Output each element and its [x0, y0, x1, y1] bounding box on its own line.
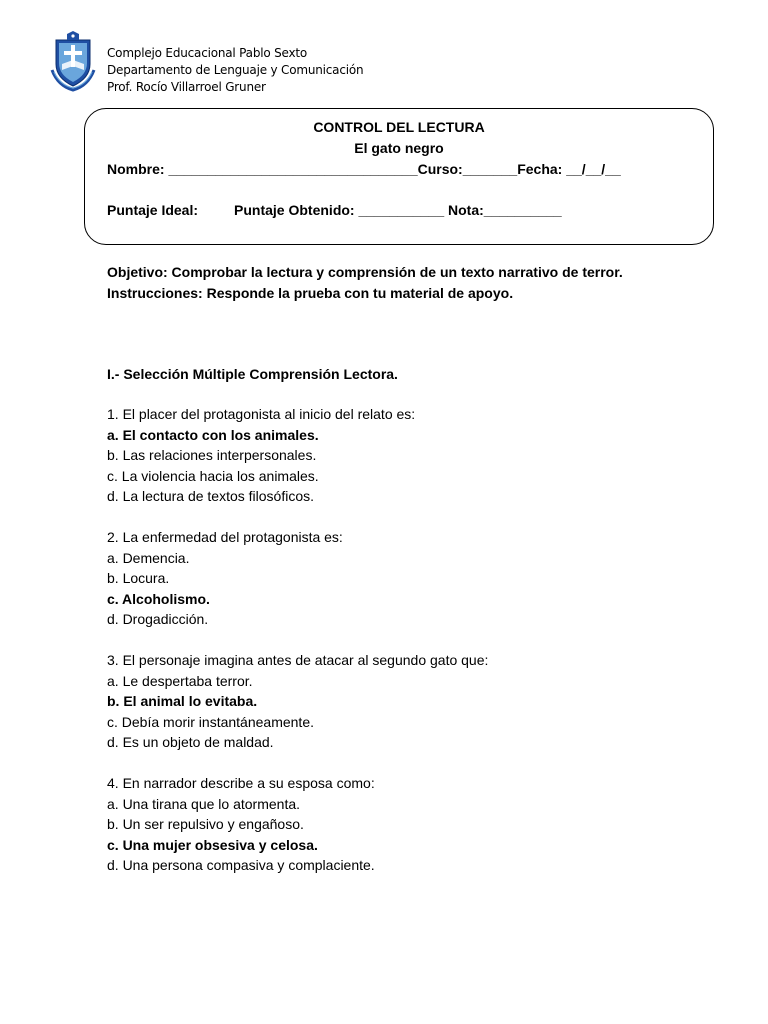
- obtained-score-and-grade: Puntaje Obtenido: ___________ Nota:__________: [234, 202, 562, 218]
- question-stem: 1. El placer del protagonista al inicio del relato es:: [107, 406, 416, 422]
- ideal-score-label: Puntaje Ideal:: [107, 202, 199, 218]
- answer-option: c. La violencia hacia los animales.: [107, 467, 319, 484]
- answer-option: c. Una mujer obsesiva y celosa.: [107, 836, 318, 853]
- score-line: [107, 201, 562, 219]
- school-name: Complejo Educacional Pablo Sexto: [107, 46, 308, 60]
- answer-option: d. La lectura de textos filosóficos.: [107, 488, 314, 504]
- answer-option: c. Alcoholismo.: [107, 590, 210, 607]
- answer-option: b. Locura.: [107, 570, 170, 586]
- department-name: Departamento de Lenguaje y Comunicación: [107, 63, 364, 77]
- answer-option: a. Le despertaba terror.: [107, 672, 253, 689]
- school-header: [107, 45, 363, 96]
- answer-option: b. Las relaciones interpersonales.: [107, 447, 317, 463]
- teacher-name: Prof. Rocío Villarroel Gruner: [107, 80, 266, 94]
- answer-option: d. Una persona compasiva y complaciente.: [107, 857, 375, 873]
- exam-subtitle: El gato negro: [354, 140, 444, 156]
- objective-text: Objetivo: Comprobar la lectura y comprensión de un texto narrativo de terror.: [107, 264, 623, 280]
- question-3: [107, 650, 727, 753]
- exam-title: CONTROL DEL LECTURA: [313, 119, 485, 135]
- question-1: [107, 404, 727, 507]
- objective-block: [107, 262, 627, 303]
- section-title: I.- Selección Múltiple Comprensión Lectora.: [107, 366, 398, 382]
- answer-option: b. Un ser repulsivo y engañoso.: [107, 816, 304, 832]
- answer-option: b. El animal lo evitaba.: [107, 693, 258, 709]
- question-stem: 3. El personaje imagina antes de atacar al segundo gato que:: [107, 652, 489, 668]
- answer-option: a. El contacto con los animales.: [107, 426, 319, 443]
- question-stem: 4. En narrador describe a su esposa como:: [107, 775, 375, 791]
- answer-option: a. Una tirana que lo atormenta.: [107, 795, 301, 812]
- answer-option: c. Debía morir instantáneamente.: [107, 713, 314, 730]
- instructions-text: Instrucciones: Responde la prueba con tu material de apoyo.: [107, 284, 514, 301]
- answer-option: a. Demencia.: [107, 549, 190, 566]
- name-course-date-line: Nombre: ________________________________Curso:_______Fecha: __/__/__: [107, 161, 621, 177]
- question-stem: 2. La enfermedad del protagonista es:: [107, 529, 343, 545]
- answer-option: d. Drogadicción.: [107, 611, 209, 627]
- question-4: [107, 773, 727, 876]
- school-crest-logo: [50, 30, 96, 92]
- question-2: [107, 527, 727, 630]
- questions-list: [107, 404, 727, 896]
- answer-option: d. Es un objeto de maldad.: [107, 734, 274, 750]
